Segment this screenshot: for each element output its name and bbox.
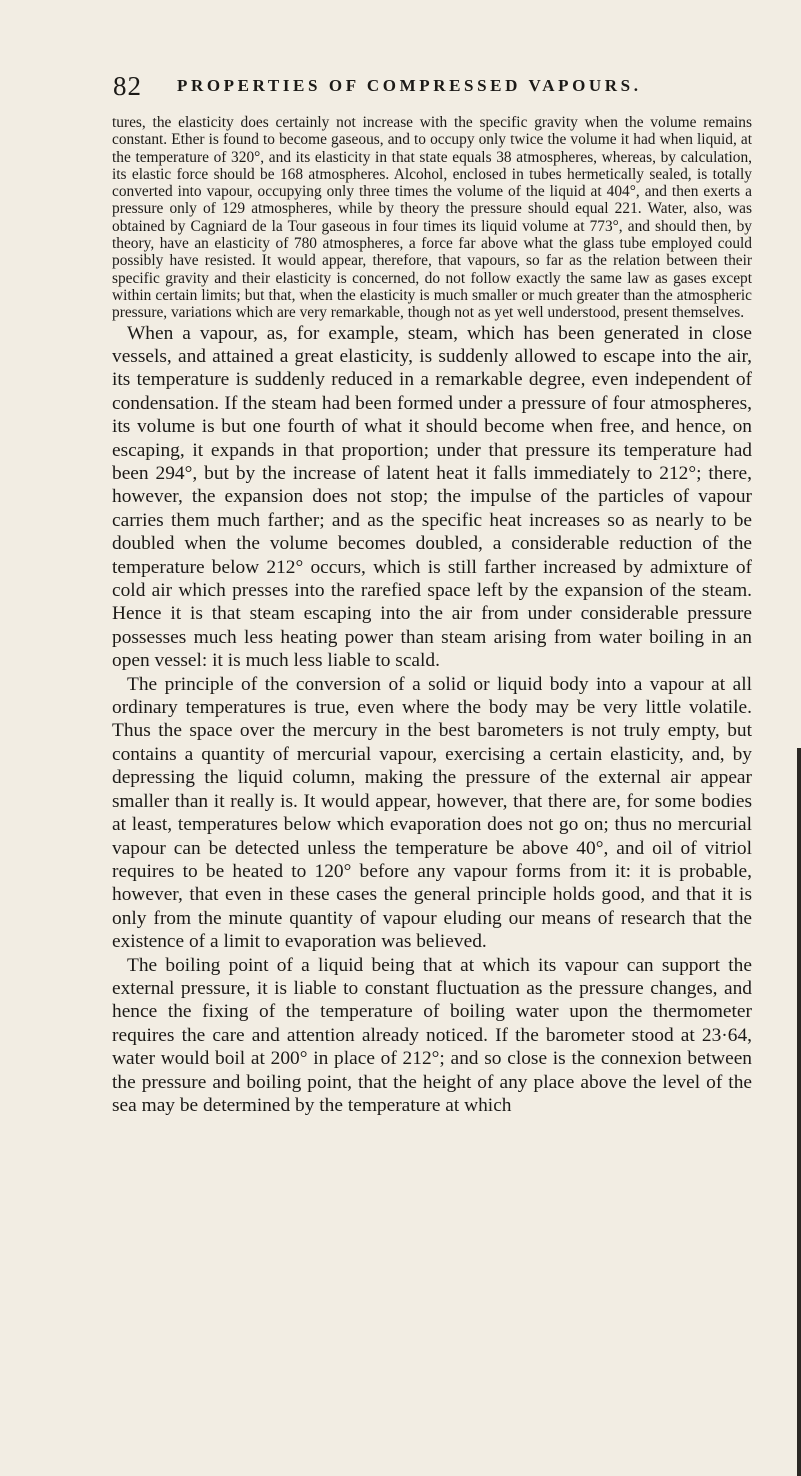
running-head: PROPERTIES OF COMPRESSED VAPOURS. <box>177 76 642 95</box>
body-text <box>112 114 752 1117</box>
page-edge-shadow <box>797 748 801 1476</box>
page-number: 82 <box>113 71 142 101</box>
paragraph-continued: tures, the elasticity does certainly not increase with the specific gravity when the volume remains constant. Ether is found to become gaseous, and to occupy only twice the volume it had when liquid, at the temperature of 320°, and its elasticity in that state equals 38 atmospheres, whereas, by calculation, its elastic force should be 168 atmospheres. Alcohol, enclosed in tubes hermetically sealed, is totally converted into vapour, occupying only three times the volume of the liquid at 404°, and then exerts a pressure only of 129 atmospheres, while by theory the pressure should equal 221. Water, also, was obtained by Cagniard de la Tour gaseous in four times its liquid volume at 773°, and should then, by theory, have an elasticity of 780 atmospheres, a force far above what the glass tube employed could possibly have resisted. It would appear, therefore, that vapours, so far as the relation between their specific gravity and their elasticity is concerned, do not follow exactly the same law as gases except within certain limits; but that, when the elasticity is much smaller or much greater than the atmospheric pressure, variations which are very remarkable, though not as yet well understood, present themselves. <box>112 114 752 322</box>
paragraph-boiling-point: The boiling point of a liquid being that at which its vapour can support the external pressure, it is liable to constant fluctuation as the pressure changes, and hence the fixing of the temperature of boiling water upon the thermometer requires the care and attention already noticed. If the barometer stood at 23·64, water would boil at 200° in place of 212°; and so close is the connexion between the pressure and boiling point, that the height of any place above the level of the sea may be determined by the temperature at which <box>112 954 752 1116</box>
paragraph-steam-escape: When a vapour, as, for example, steam, which has been generated in close vessels, and attained a great elasticity, is suddenly allowed to escape into the air, its temperature is suddenly reduced in a remarkable degree, even independent of condensation. If the steam had been formed under a pressure of four atmospheres, its volume is but one fourth of what it should become when free, and hence, on escaping, it expands in that proportion; under that pressure its temperature had been 294°, but by the increase of latent heat it falls immediately to 212°; there, however, the expansion does not stop; the impulse of the particles of vapour carries them much farther; and as the specific heat increases so as nearly to be doubled when the volume becomes doubled, a considerable reduction of the temperature below 212° occurs, which is still farther increased by admixture of cold air which presses into the rarefied space left by the expansion of the steam. Hence it is that steam escaping into the air from under considerable pressure possesses much less heating power than steam arising from water boiling in an open vessel: it is much less liable to scald. <box>112 322 752 672</box>
paragraph-conversion-principle: The principle of the conversion of a solid or liquid body into a vapour at all ordinary temperatures is true, even where the body may be very little volatile. Thus the space over the mercury in the best barometers is not truly empty, but contains a quantity of mercurial vapour, exercising a certain elasticity, and, by depressing the liquid column, making the pressure of the external air appear smaller than it really is. It would appear, however, that there are, for some bodies at least, temperatures below which evaporation does not go on; thus no mercurial vapour can be detected unless the temperature be above 40°, and oil of vitriol requires to be heated to 120° before any vapour forms from it: it is probable, however, that even in these cases the general principle holds good, and that it is only from the minute quantity of vapour eluding our means of research that the existence of a limit to evaporation was believed. <box>112 673 752 953</box>
page-header <box>113 66 753 106</box>
